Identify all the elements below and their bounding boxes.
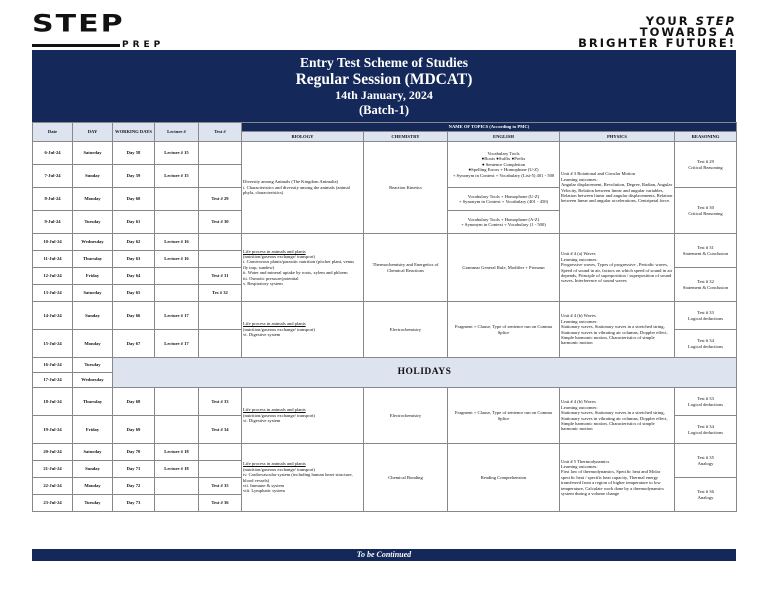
cell-test: Tes # 32 bbox=[199, 285, 242, 302]
cell-date: 14-Jul-24 bbox=[33, 302, 73, 330]
cell-chemistry: Chemical Bonding bbox=[364, 444, 448, 512]
cell-lecture: Lecture # 18 bbox=[155, 461, 199, 478]
cell-english: Vocabulary Tools + Homophone (U-Z) + Synonym in Context + Vocabulary (401 - 450) bbox=[448, 188, 560, 211]
cell-day: Saturday bbox=[73, 285, 113, 302]
header-topics: NAME OF TOPICS (According to PMC) bbox=[242, 123, 737, 132]
schedule-table bbox=[32, 122, 737, 512]
cell-lecture: Lecture # 15 bbox=[155, 142, 199, 165]
slogan-line1a: YOUR bbox=[645, 14, 696, 28]
cell-date: 15-Jul-24 bbox=[33, 330, 73, 358]
cell-day: Tuesday bbox=[73, 211, 113, 234]
cell-working-day: Day 69 bbox=[113, 416, 155, 444]
cell-day: Monday bbox=[73, 478, 113, 495]
cell-working-day: Day 63 bbox=[113, 251, 155, 268]
cell-lecture bbox=[155, 495, 199, 512]
cell-day: Sunday bbox=[73, 461, 113, 478]
cell-reasoning: Test # 34 Logical deductions bbox=[675, 416, 737, 444]
slogan-line2: TOWARDS A bbox=[639, 25, 736, 39]
cell-physics: Unit # 4 (b) Waves Learning outcomes: Stationary waves, Stationary waves in a stretched string, Stationary waves in vibrating air columns, Doppler effect, Simple harmonic motion, Characteristics of simple harmonic motion bbox=[560, 388, 675, 444]
cell-reasoning: Test # 35 Analogy bbox=[675, 444, 737, 478]
cell-working-day: Day 64 bbox=[113, 268, 155, 285]
cell-date: 22-Jul-24 bbox=[33, 478, 73, 495]
cell-lecture: Lecture # 18 bbox=[155, 444, 199, 461]
logo-main-text: STEP bbox=[32, 10, 125, 38]
cell-working-day: Day 66 bbox=[113, 302, 155, 330]
banner-line-1: Entry Test Scheme of Studies bbox=[299, 55, 468, 70]
header-chemistry: CHEMISTRY bbox=[364, 132, 448, 142]
cell-day: Friday bbox=[73, 268, 113, 285]
cell-chemistry: Thermochemistry and Energetics of Chemical Reactions bbox=[364, 234, 448, 302]
cell-date: 6-Jul-24 bbox=[33, 142, 73, 165]
biology-title: Life process in animals and plants bbox=[243, 461, 306, 467]
cell-test bbox=[199, 251, 242, 268]
cell-biology bbox=[242, 444, 364, 512]
cell-working-day: Day 73 bbox=[113, 495, 155, 512]
table-row bbox=[33, 234, 737, 251]
cell-english: Reading Comprehension bbox=[448, 444, 560, 512]
cell-reasoning: Test # 34 Logical deductions bbox=[675, 330, 737, 358]
table-row bbox=[33, 444, 737, 461]
cell-working-day: Day 60 bbox=[113, 188, 155, 211]
cell-date: 21-Jul-24 bbox=[33, 461, 73, 478]
cell-date: 12-Jul-24 bbox=[33, 268, 73, 285]
cell-test bbox=[199, 302, 242, 330]
cell-day: Sunday bbox=[73, 302, 113, 330]
biology-text: (nutrition/gaseous exchange/ transport) vi. Digestive system bbox=[243, 412, 315, 424]
cell-english: Grammar General Rule, Modifier + Pronoun bbox=[448, 234, 560, 302]
slogan-line3: BRIGHTER FUTURE! bbox=[578, 36, 736, 50]
table-row bbox=[33, 388, 737, 416]
cell-chemistry: Reaction Kinetics bbox=[364, 142, 448, 234]
cell-date: 20-Jul-24 bbox=[33, 444, 73, 461]
cell-english: Fragment + Clause, Type of sentence run on Comma Splice bbox=[448, 388, 560, 444]
header-date: Date bbox=[33, 123, 73, 142]
step-prep-logo bbox=[32, 10, 192, 50]
banner-line-3: 14th January, 2024 bbox=[335, 88, 433, 102]
slogan-line1b: STEP bbox=[695, 14, 736, 28]
cell-reasoning: Test # 32 Statement & Conclusion bbox=[675, 268, 737, 302]
cell-reasoning: Test # 31 Statement & Conclusion bbox=[675, 234, 737, 268]
cell-lecture: Lecture # 15 bbox=[155, 165, 199, 188]
cell-test bbox=[199, 461, 242, 478]
cell-lecture: Lecture # 17 bbox=[155, 302, 199, 330]
cell-lecture: Lecture # 16 bbox=[155, 234, 199, 251]
cell-test bbox=[199, 234, 242, 251]
cell-date: 11-Jul-24 bbox=[33, 251, 73, 268]
cell-lecture bbox=[155, 268, 199, 285]
cell-day: Saturday bbox=[73, 142, 113, 165]
cell-date: 19-Jul-24 bbox=[33, 416, 73, 444]
cell-test: Test # 30 bbox=[199, 211, 242, 234]
cell-working-day: Day 67 bbox=[113, 330, 155, 358]
cell-physics: Unit # 5 Thermodynamics Learning outcomes: First law of thermodynamics, Specific heat and Molar specific heat / specific heat capacity, Thermal energy transferred from a region of higher temperature to low temperature, Calculate work done by a thermodynamics system during a volume change bbox=[560, 444, 675, 512]
cell-lecture: Lecture # 17 bbox=[155, 330, 199, 358]
cell-date: 18-Jul-24 bbox=[33, 388, 73, 416]
cell-test: Test # 34 bbox=[199, 416, 242, 444]
cell-day: Saturday bbox=[73, 444, 113, 461]
header-physics: PHYSICS bbox=[560, 132, 675, 142]
header-test: Test # bbox=[199, 123, 242, 142]
biology-text: (nutrition/gaseous exchange/ transport) i. Carnivorous plants/parasitic nutrition (pitcher plant, venus fly trap, sundew) ii. Water and mineral uptake by roots, xylem and phloem iii. Osmotic pressure/potential v. Respiratory system bbox=[243, 253, 354, 287]
cell-working-day: Day 61 bbox=[113, 211, 155, 234]
header-day: DAY bbox=[73, 123, 113, 142]
cell-day: Tuesday bbox=[73, 358, 113, 373]
cell-chemistry: Electrochemistry bbox=[364, 388, 448, 444]
cell-day: Monday bbox=[73, 330, 113, 358]
biology-text: (nutrition/gaseous exchange/ transport) vi. Digestive system bbox=[243, 326, 315, 338]
cell-lecture bbox=[155, 416, 199, 444]
cell-test: Test # 35 bbox=[199, 478, 242, 495]
cell-english: Vocabulary Tools + Homophone (A-Z) + Synonym in Context + Vocabulary (1 - 500) bbox=[448, 211, 560, 234]
cell-reasoning: Test # 33 Logical deductions bbox=[675, 302, 737, 330]
cell-test bbox=[199, 330, 242, 358]
cell-reasoning: Test # 33 Logical deductions bbox=[675, 388, 737, 416]
cell-reasoning: Test # 36 Analogy bbox=[675, 478, 737, 512]
banner-line-2: Regular Session (MDCAT) bbox=[295, 71, 473, 88]
header-biology: BIOLOGY bbox=[242, 132, 364, 142]
header-lecture: Lecture # bbox=[155, 123, 199, 142]
cell-test: Test # 36 bbox=[199, 495, 242, 512]
to-be-continued-banner: To be Continued bbox=[32, 549, 736, 561]
cell-reasoning: Test # 30 Critical Reasoning bbox=[675, 188, 737, 234]
cell-english: Fragment + Clause, Type of sentence run on Comma Splice bbox=[448, 302, 560, 358]
cell-working-day: Day 68 bbox=[113, 388, 155, 416]
cell-lecture bbox=[155, 188, 199, 211]
cell-day: Wednesday bbox=[73, 234, 113, 251]
cell-working-day: Day 72 bbox=[113, 478, 155, 495]
cell-date: 10-Jul-24 bbox=[33, 234, 73, 251]
header-english: ENGLISH bbox=[448, 132, 560, 142]
cell-date: 16-Jul-24 bbox=[33, 358, 73, 373]
cell-chemistry: Electrochemistry bbox=[364, 302, 448, 358]
cell-date: 7-Jul-24 bbox=[33, 165, 73, 188]
cell-working-day: Day 65 bbox=[113, 285, 155, 302]
logo-underline bbox=[32, 44, 120, 47]
header-working-days: WORKING DAYS bbox=[113, 123, 155, 142]
biology-text: (nutrition/gaseous exchange/ transport) iv. Cardiovascular system (including human heart structure, blood vessels) vii. Immune & system viii. Lymphatic system bbox=[243, 466, 353, 494]
logo-sub-text: PREP bbox=[122, 40, 165, 50]
cell-day: Sunday bbox=[73, 165, 113, 188]
biology-title: Life process in animals and plants bbox=[243, 248, 306, 254]
cell-biology bbox=[242, 388, 364, 444]
slogan bbox=[578, 16, 736, 49]
cell-reasoning: Test # 29 Critical Reasoning bbox=[675, 142, 737, 188]
cell-test bbox=[199, 142, 242, 165]
cell-lecture bbox=[155, 388, 199, 416]
header-reasoning: REASONING bbox=[675, 132, 737, 142]
cell-working-day: Day 62 bbox=[113, 234, 155, 251]
cell-physics: Unit # 4 (b) Waves Learning outcomes: Stationary waves, Stationary waves in a stretched string, Stationary waves in vibrating air columns, Doppler effect, Simple harmonic motion, Characteristics of simple harmonic motion bbox=[560, 302, 675, 358]
cell-lecture bbox=[155, 285, 199, 302]
cell-test: Test # 29 bbox=[199, 188, 242, 211]
banner-line-4: (Batch-1) bbox=[359, 103, 409, 117]
table-row bbox=[33, 142, 737, 165]
biology-title: Life process in animals and plants bbox=[243, 407, 306, 413]
cell-day: Friday bbox=[73, 416, 113, 444]
cell-working-day: Day 70 bbox=[113, 444, 155, 461]
cell-biology bbox=[242, 234, 364, 302]
cell-test bbox=[199, 165, 242, 188]
cell-date: 23-Jul-24 bbox=[33, 495, 73, 512]
cell-day: Thursday bbox=[73, 251, 113, 268]
cell-day: Monday bbox=[73, 188, 113, 211]
cell-date: 13-Jul-24 bbox=[33, 285, 73, 302]
cell-lecture: Lecture # 16 bbox=[155, 251, 199, 268]
top-bar bbox=[0, 0, 768, 50]
cell-english: Vocabulary Tools ●Roots ●Suffix ●Prefix ● Sentence Completion ●Spelling Errors + Homophone (U-Z) + Synonym in Context + Vocabulary (List-5) 401 - 500 bbox=[448, 142, 560, 188]
cell-day: Thursday bbox=[73, 388, 113, 416]
cell-working-day: Day 59 bbox=[113, 165, 155, 188]
cell-date: 17-Jul-24 bbox=[33, 373, 73, 388]
cell-working-day: Day 71 bbox=[113, 461, 155, 478]
cell-day: Tuesday bbox=[73, 495, 113, 512]
cell-physics: Unit # 4 (a) Waves Learning outcomes: Progressive waves, Types of progressive , Periodic waves, Speed of sound in air, factors on which speed of sound in air depends, Principle of superposition / superposition of sound waves, Interference of sound waves bbox=[560, 234, 675, 302]
holidays-banner: HOLIDAYS bbox=[113, 358, 737, 388]
cell-biology: Diversity among Animals (The Kingdom Animalia) i. Characteristics and diversity among the animals (animal phyla, characteristics) bbox=[242, 142, 364, 234]
cell-working-day: Day 58 bbox=[113, 142, 155, 165]
cell-test: Test # 33 bbox=[199, 388, 242, 416]
cell-test: Test # 31 bbox=[199, 268, 242, 285]
cell-physics: Unit # 3 Rotational and Circular Motion Learning outcomes: Angular displacement, Revolution, Degree, Radian, Angular Velocity, Relation between linear and angular variables, Relation between linear and angular displacements, Relation between linear and angular accelerations, Centripetal force. bbox=[560, 142, 675, 234]
cell-day: Wednesday bbox=[73, 373, 113, 388]
table-row bbox=[33, 358, 737, 373]
cell-lecture bbox=[155, 478, 199, 495]
cell-date: 8-Jul-24 bbox=[33, 188, 73, 211]
table-row bbox=[33, 302, 737, 330]
title-banner bbox=[32, 50, 736, 122]
cell-biology bbox=[242, 302, 364, 358]
cell-date: 9-Jul-24 bbox=[33, 211, 73, 234]
biology-title: Life process in animals and plants bbox=[243, 321, 306, 327]
cell-lecture bbox=[155, 211, 199, 234]
cell-test bbox=[199, 444, 242, 461]
